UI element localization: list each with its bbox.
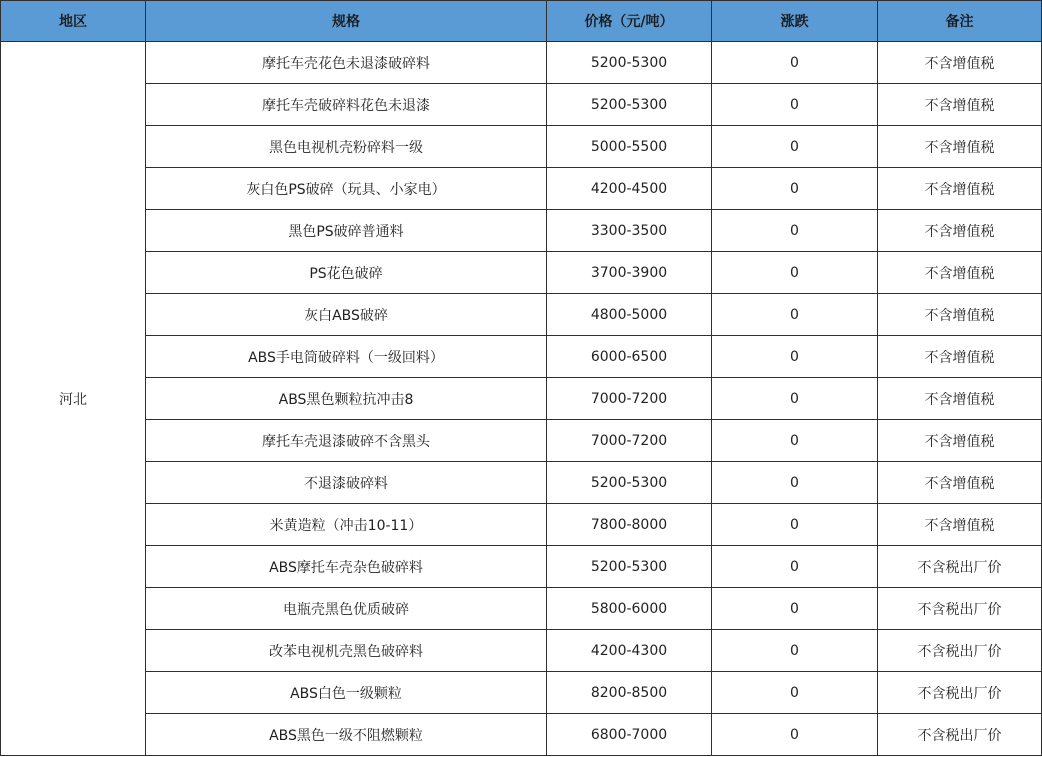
note-cell: 不含增值税 bbox=[878, 126, 1042, 168]
price-cell: 3700-3900 bbox=[547, 252, 712, 294]
table-row bbox=[1, 546, 1042, 588]
change-cell: 0 bbox=[712, 420, 878, 462]
price-cell: 4800-5000 bbox=[547, 294, 712, 336]
spec-cell: PS花色破碎 bbox=[146, 252, 547, 294]
note-cell: 不含增值税 bbox=[878, 378, 1042, 420]
spec-cell: ABS黑色一级不阻燃颗粒 bbox=[146, 714, 547, 756]
change-cell: 0 bbox=[712, 630, 878, 672]
table-row bbox=[1, 630, 1042, 672]
price-cell: 7800-8000 bbox=[547, 504, 712, 546]
change-cell: 0 bbox=[712, 168, 878, 210]
price-cell: 5200-5300 bbox=[547, 462, 712, 504]
change-cell: 0 bbox=[712, 462, 878, 504]
price-cell: 6800-7000 bbox=[547, 714, 712, 756]
header-change: 涨跌 bbox=[712, 1, 878, 42]
spec-cell: 灰白ABS破碎 bbox=[146, 294, 547, 336]
change-cell: 0 bbox=[712, 378, 878, 420]
spec-cell: ABS黑色颗粒抗冲击8 bbox=[146, 378, 547, 420]
note-cell: 不含增值税 bbox=[878, 504, 1042, 546]
header-spec: 规格 bbox=[146, 1, 547, 42]
spec-cell: 米黄造粒（冲击10-11） bbox=[146, 504, 547, 546]
change-cell: 0 bbox=[712, 252, 878, 294]
change-cell: 0 bbox=[712, 42, 878, 84]
price-cell: 8200-8500 bbox=[547, 672, 712, 714]
table-row bbox=[1, 462, 1042, 504]
header-note: 备注 bbox=[878, 1, 1042, 42]
table-row bbox=[1, 84, 1042, 126]
spec-cell: ABS摩托车壳杂色破碎料 bbox=[146, 546, 547, 588]
note-cell: 不含增值税 bbox=[878, 168, 1042, 210]
change-cell: 0 bbox=[712, 672, 878, 714]
spec-cell: 摩托车壳花色未退漆破碎料 bbox=[146, 42, 547, 84]
change-cell: 0 bbox=[712, 504, 878, 546]
price-cell: 5000-5500 bbox=[547, 126, 712, 168]
change-cell: 0 bbox=[712, 546, 878, 588]
note-cell: 不含增值税 bbox=[878, 462, 1042, 504]
price-cell: 5800-6000 bbox=[547, 588, 712, 630]
table-row bbox=[1, 714, 1042, 756]
price-cell: 6000-6500 bbox=[547, 336, 712, 378]
change-cell: 0 bbox=[712, 714, 878, 756]
table-row bbox=[1, 336, 1042, 378]
note-cell: 不含税出厂价 bbox=[878, 546, 1042, 588]
change-cell: 0 bbox=[712, 210, 878, 252]
price-cell: 5200-5300 bbox=[547, 42, 712, 84]
note-cell: 不含增值税 bbox=[878, 42, 1042, 84]
price-cell: 5200-5300 bbox=[547, 84, 712, 126]
table-row bbox=[1, 588, 1042, 630]
table-row bbox=[1, 168, 1042, 210]
table-row bbox=[1, 252, 1042, 294]
spec-cell: 摩托车壳破碎料花色未退漆 bbox=[146, 84, 547, 126]
price-cell: 4200-4300 bbox=[547, 630, 712, 672]
price-cell: 7000-7200 bbox=[547, 420, 712, 462]
spec-cell: 黑色电视机壳粉碎料一级 bbox=[146, 126, 547, 168]
table-row bbox=[1, 378, 1042, 420]
spec-cell: 改苯电视机壳黑色破碎料 bbox=[146, 630, 547, 672]
note-cell: 不含税出厂价 bbox=[878, 714, 1042, 756]
note-cell: 不含增值税 bbox=[878, 336, 1042, 378]
table-body bbox=[1, 42, 1042, 756]
spec-cell: ABS白色一级颗粒 bbox=[146, 672, 547, 714]
price-cell: 3300-3500 bbox=[547, 210, 712, 252]
change-cell: 0 bbox=[712, 84, 878, 126]
table-row bbox=[1, 210, 1042, 252]
change-cell: 0 bbox=[712, 336, 878, 378]
note-cell: 不含增值税 bbox=[878, 420, 1042, 462]
header-region: 地区 bbox=[1, 1, 146, 42]
table-row bbox=[1, 672, 1042, 714]
note-cell: 不含税出厂价 bbox=[878, 588, 1042, 630]
price-cell: 4200-4500 bbox=[547, 168, 712, 210]
note-cell: 不含增值税 bbox=[878, 210, 1042, 252]
price-cell: 5200-5300 bbox=[547, 546, 712, 588]
table-row bbox=[1, 504, 1042, 546]
table-row bbox=[1, 294, 1042, 336]
note-cell: 不含税出厂价 bbox=[878, 672, 1042, 714]
note-cell: 不含增值税 bbox=[878, 252, 1042, 294]
change-cell: 0 bbox=[712, 126, 878, 168]
note-cell: 不含税出厂价 bbox=[878, 630, 1042, 672]
spec-cell: 电瓶壳黑色优质破碎 bbox=[146, 588, 547, 630]
table-row bbox=[1, 42, 1042, 84]
table-header bbox=[1, 1, 1042, 42]
region-cell: 河北 bbox=[1, 42, 146, 756]
table-row bbox=[1, 126, 1042, 168]
table-row bbox=[1, 420, 1042, 462]
price-cell: 7000-7200 bbox=[547, 378, 712, 420]
header-price: 价格（元/吨） bbox=[547, 1, 712, 42]
spec-cell: 摩托车壳退漆破碎不含黑头 bbox=[146, 420, 547, 462]
note-cell: 不含增值税 bbox=[878, 294, 1042, 336]
spec-cell: ABS手电筒破碎料（一级回料） bbox=[146, 336, 547, 378]
header-row bbox=[1, 1, 1042, 42]
change-cell: 0 bbox=[712, 294, 878, 336]
change-cell: 0 bbox=[712, 588, 878, 630]
spec-cell: 不退漆破碎料 bbox=[146, 462, 547, 504]
note-cell: 不含增值税 bbox=[878, 84, 1042, 126]
spec-cell: 灰白色PS破碎（玩具、小家电） bbox=[146, 168, 547, 210]
spec-cell: 黑色PS破碎普通料 bbox=[146, 210, 547, 252]
